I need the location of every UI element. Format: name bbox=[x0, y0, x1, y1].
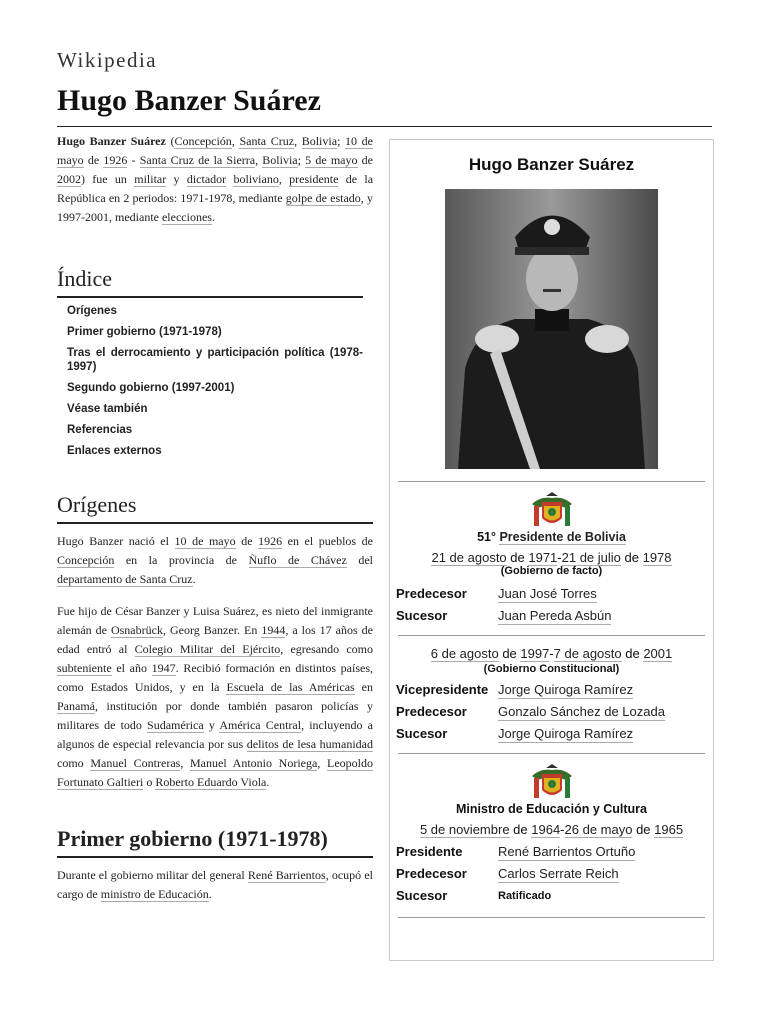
infobox bbox=[389, 139, 714, 961]
link-presidente-de-bolivia[interactable]: Presidente de Bolivia bbox=[499, 530, 626, 544]
section-heading: Orígenes bbox=[57, 492, 137, 517]
coat-of-arms-icon bbox=[530, 764, 574, 804]
row-label: Predecesor bbox=[396, 586, 467, 601]
paragraph bbox=[57, 866, 373, 904]
section-divider bbox=[57, 522, 373, 524]
text: , bbox=[255, 153, 263, 167]
link-1947[interactable]: 1947 bbox=[151, 661, 176, 675]
text: ; bbox=[297, 153, 306, 167]
text: , bbox=[294, 134, 302, 148]
row-value-link[interactable]: René Barrientos Ortuño bbox=[498, 843, 636, 859]
link-colegio-militar[interactable]: Colegio Militar del Ejército bbox=[134, 642, 281, 656]
text: de la República en 2 periodos: 1971-1978, mediante bbox=[57, 172, 374, 205]
text: como bbox=[57, 756, 91, 770]
text: de bbox=[632, 822, 655, 837]
link-2002[interactable]: 2002 bbox=[57, 172, 81, 186]
row-value-link[interactable]: Carlos Serrate Reich bbox=[498, 865, 619, 881]
paragraph bbox=[57, 532, 373, 589]
text: , bbox=[317, 756, 327, 770]
link-delitos-lesa-humanidad[interactable]: delitos de lesa humanidad bbox=[246, 737, 373, 751]
link-date[interactable]: 21 de agosto bbox=[431, 550, 507, 565]
link-america-central[interactable]: América Central bbox=[219, 718, 302, 732]
toc-list bbox=[67, 304, 363, 458]
row-label: Predecesor bbox=[396, 866, 467, 881]
link-galtieri[interactable]: Leopoldo Fortunato Galtieri bbox=[57, 756, 373, 789]
row-label: Sucesor bbox=[396, 888, 448, 903]
row-label: Sucesor bbox=[396, 726, 448, 741]
link-date[interactable]: 26 de mayo bbox=[564, 822, 633, 837]
row-label: Presidente bbox=[396, 844, 463, 859]
office-title bbox=[390, 530, 713, 544]
row-value-link[interactable]: Juan José Torres bbox=[498, 585, 597, 601]
link-boliviano[interactable]: boliviano bbox=[233, 172, 279, 186]
row-label: Vicepresidente bbox=[396, 682, 489, 697]
text: de bbox=[235, 534, 259, 548]
infobox-row bbox=[390, 583, 713, 605]
infobox-row bbox=[390, 679, 713, 701]
text: en bbox=[354, 680, 373, 694]
text: el año bbox=[111, 661, 152, 675]
text: , Georg Banzer. En bbox=[162, 623, 262, 637]
office-title: Ministro de Educación y Cultura bbox=[456, 802, 647, 816]
office-dates bbox=[390, 550, 713, 565]
text: en el pueblos de bbox=[282, 534, 373, 548]
text: ) fue un bbox=[81, 172, 135, 186]
lead-section bbox=[57, 132, 373, 227]
page-title: Hugo Banzer Suárez bbox=[57, 84, 321, 117]
link-panama[interactable]: Panamá bbox=[57, 699, 95, 713]
text: Fue hijo de César Banzer y Luisa Suárez, es nieto del inmigrante alemán de bbox=[57, 604, 373, 637]
office-dates bbox=[390, 822, 713, 837]
link-subteniente[interactable]: subteniente bbox=[57, 661, 112, 675]
link-escuela-de-las-americas[interactable]: Escuela de las Américas bbox=[226, 680, 355, 694]
infobox-row bbox=[390, 863, 713, 885]
link-year[interactable]: 2001 bbox=[643, 646, 673, 661]
text: . Recibió formación en distintos países, como Estados Unidos, y en la bbox=[57, 661, 373, 694]
link-bolivia[interactable]: Bolivia bbox=[301, 134, 338, 148]
infobox-divider bbox=[398, 635, 705, 636]
text: . bbox=[211, 210, 215, 224]
link-10-de-mayo[interactable]: 10 de mayo bbox=[57, 134, 374, 167]
toc-item[interactable]: Orígenes bbox=[67, 305, 117, 317]
text: en la provincia de bbox=[114, 553, 249, 567]
link-elecciones[interactable]: elecciones bbox=[161, 210, 212, 224]
link-concepcion[interactable]: Concepción bbox=[57, 553, 115, 567]
text: , y 1997-2001, mediante bbox=[57, 191, 373, 224]
section-primer-gobierno bbox=[57, 826, 373, 904]
row-value-link[interactable]: Juan Pereda Asbún bbox=[498, 607, 612, 623]
link-viola[interactable]: Roberto Eduardo Viola bbox=[155, 775, 267, 789]
office-rows bbox=[390, 679, 713, 745]
text: de bbox=[509, 822, 532, 837]
text: , incluyendo a algunos de especial relevancia por sus bbox=[57, 718, 373, 751]
link-departamento-santa-cruz[interactable]: departamento de Santa Cruz bbox=[57, 572, 193, 586]
link-5-de-mayo[interactable]: 5 de mayo bbox=[305, 153, 358, 167]
section-origenes bbox=[57, 492, 373, 792]
link-santa-cruz-de-la-sierra[interactable]: Santa Cruz de la Sierra bbox=[139, 153, 256, 167]
infobox-row bbox=[390, 841, 713, 863]
link-1926[interactable]: 1926 bbox=[258, 534, 283, 548]
toc-title: Índice bbox=[57, 266, 112, 291]
link-year[interactable]: 1978 bbox=[642, 550, 672, 565]
link-1944[interactable]: 1944 bbox=[261, 623, 286, 637]
text: . bbox=[208, 887, 212, 901]
row-label: Predecesor bbox=[396, 704, 467, 719]
infobox-divider bbox=[398, 753, 705, 754]
link-date[interactable]: 21 de julio bbox=[561, 550, 621, 565]
text: - bbox=[557, 550, 562, 565]
text: y bbox=[203, 718, 220, 732]
portrait-illustration bbox=[445, 189, 658, 469]
link-santa-cruz[interactable]: Santa Cruz bbox=[239, 134, 295, 148]
text: , egresando como bbox=[280, 642, 373, 656]
coat-of-arms-icon bbox=[530, 492, 574, 532]
link-year[interactable]: 1997 bbox=[520, 646, 550, 661]
row-value-link[interactable]: Gonzalo Sánchez de Lozada bbox=[498, 703, 665, 719]
infobox-row bbox=[390, 723, 713, 745]
text: y bbox=[166, 172, 187, 186]
text: o bbox=[143, 775, 156, 789]
text: - bbox=[127, 153, 140, 167]
link-bolivia-2[interactable]: Bolivia bbox=[262, 153, 298, 167]
link-concepcion[interactable]: Concepción bbox=[174, 134, 232, 148]
toc-item[interactable]: Referencias bbox=[67, 424, 133, 436]
toc-item[interactable]: Véase también bbox=[67, 403, 148, 415]
office-dates bbox=[390, 646, 713, 661]
portrait-image[interactable] bbox=[445, 189, 658, 469]
link-year[interactable]: 1965 bbox=[654, 822, 684, 837]
section-heading: Primer gobierno (1971-1978) bbox=[57, 826, 328, 851]
text: , bbox=[278, 172, 290, 186]
toc-item[interactable]: Primer gobierno (1971-1978) bbox=[67, 326, 222, 338]
text: , bbox=[231, 134, 240, 148]
link-rene-barrientos[interactable]: René Barrientos bbox=[247, 868, 326, 882]
row-value-link[interactable]: Jorge Quiroga Ramírez bbox=[498, 681, 634, 697]
text: de bbox=[83, 153, 104, 167]
toc-item[interactable]: Tras el derrocamiento y participación política (1978-1997) bbox=[67, 347, 363, 373]
link-year[interactable]: 1971 bbox=[528, 550, 558, 565]
link-year[interactable]: 1964 bbox=[531, 822, 561, 837]
section-divider bbox=[57, 856, 373, 858]
infobox-row bbox=[390, 701, 713, 723]
text: Durante el gobierno militar del general bbox=[57, 868, 248, 882]
link-dictador[interactable]: dictador bbox=[186, 172, 227, 186]
link-manuel-contreras[interactable]: Manuel Contreras bbox=[90, 756, 181, 770]
text: ; bbox=[337, 134, 346, 148]
text: del bbox=[346, 553, 373, 567]
office-rows bbox=[390, 583, 713, 627]
link-date[interactable]: 6 de agosto bbox=[430, 646, 499, 661]
link-10-de-mayo[interactable]: 10 de mayo bbox=[174, 534, 236, 548]
link-date[interactable]: 5 de noviembre bbox=[419, 822, 510, 837]
text: , bbox=[180, 756, 190, 770]
link-golpe-de-estado[interactable]: golpe de estado bbox=[285, 191, 361, 205]
table-of-contents bbox=[57, 266, 373, 465]
row-value: Ratificado bbox=[498, 890, 552, 902]
link-presidente[interactable]: presidente bbox=[289, 172, 339, 186]
toc-item[interactable]: Segundo gobierno (1997-2001) bbox=[67, 382, 235, 394]
title-divider bbox=[57, 126, 712, 127]
link-osnabruck[interactable]: Osnabrück bbox=[110, 623, 163, 637]
text: , ocupó el cargo de bbox=[57, 868, 373, 901]
link-militar[interactable]: militar bbox=[134, 172, 167, 186]
infobox-divider bbox=[398, 481, 705, 482]
row-value-link[interactable]: Jorge Quiroga Ramírez bbox=[498, 725, 634, 741]
row-label: Sucesor bbox=[396, 608, 448, 623]
toc-item[interactable]: Enlaces externos bbox=[67, 445, 162, 457]
text: de bbox=[620, 550, 643, 565]
text: - bbox=[549, 646, 554, 661]
link-nuflo-de-chavez[interactable]: Ñuflo de Chávez bbox=[248, 553, 347, 567]
link-noriega[interactable]: Manuel Antonio Noriega bbox=[190, 756, 318, 770]
text: de bbox=[498, 646, 521, 661]
text: de bbox=[357, 153, 374, 167]
link-1926[interactable]: 1926 bbox=[103, 153, 128, 167]
text: - bbox=[560, 822, 565, 837]
text: , institución por donde también pasaron policías y militares de todo bbox=[57, 699, 373, 732]
link-date[interactable]: 7 de agosto bbox=[553, 646, 622, 661]
toc-divider bbox=[57, 296, 363, 298]
infobox-row bbox=[390, 605, 713, 627]
infobox-row bbox=[390, 885, 713, 907]
infobox-title: Hugo Banzer Suárez bbox=[468, 155, 635, 174]
lead-name: Hugo Banzer Suárez bbox=[57, 134, 166, 148]
link-ministro-educacion[interactable]: ministro de Educación bbox=[100, 887, 209, 901]
lead-paragraph bbox=[57, 132, 373, 227]
office-note: (Gobierno de facto) bbox=[500, 565, 603, 577]
text: 51° bbox=[477, 530, 500, 544]
text: Hugo Banzer nació el bbox=[57, 534, 175, 548]
wikipedia-wordmark[interactable]: Wikipedia bbox=[57, 48, 158, 72]
text: . bbox=[266, 775, 270, 789]
infobox-divider bbox=[398, 917, 705, 918]
paragraph bbox=[57, 602, 373, 792]
text: de bbox=[506, 550, 529, 565]
office-rows bbox=[390, 841, 713, 907]
office-note: (Gobierno Constitucional) bbox=[483, 663, 620, 675]
text: ( bbox=[165, 134, 175, 148]
link-sudamerica[interactable]: Sudamérica bbox=[147, 718, 204, 732]
text: . bbox=[192, 572, 196, 586]
text: , a los 17 años de edad entró al bbox=[57, 623, 373, 656]
text: de bbox=[621, 646, 644, 661]
